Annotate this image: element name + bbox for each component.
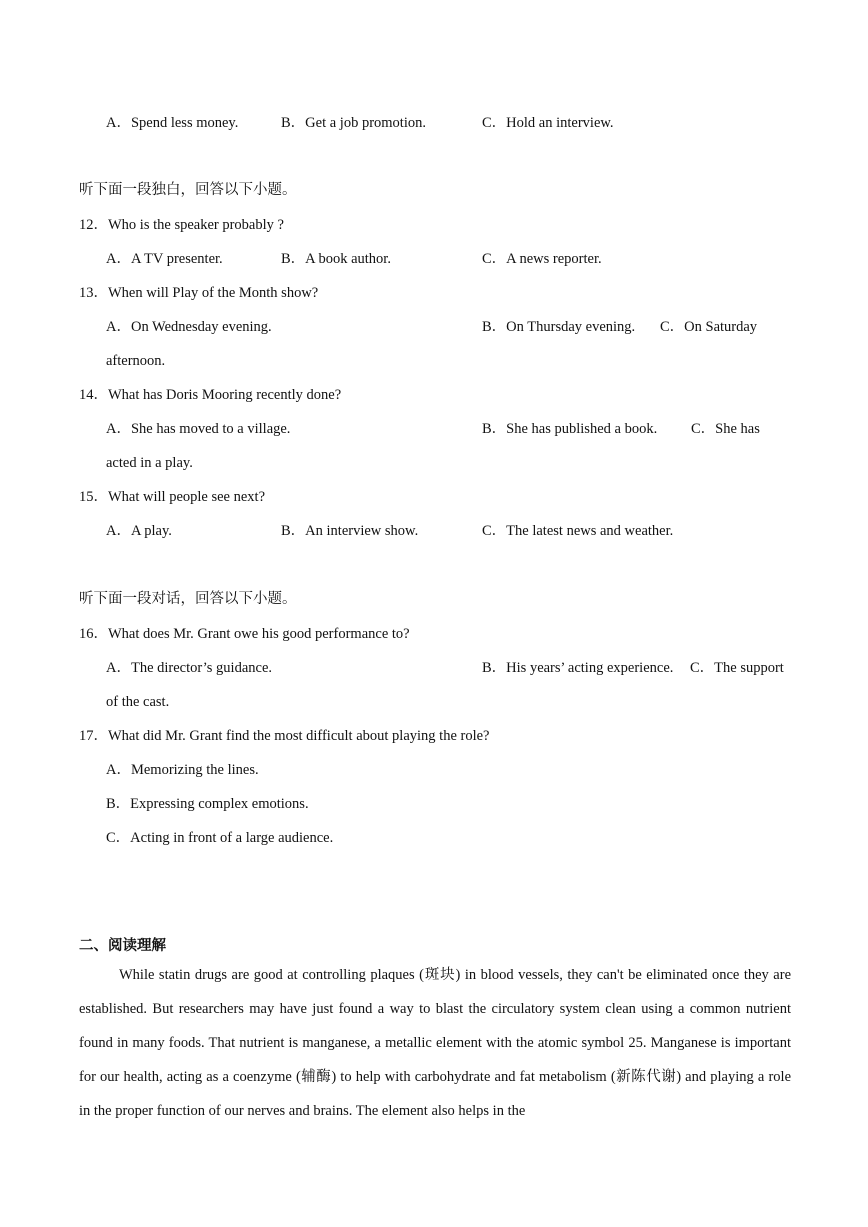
option-c: C．A news reporter. [482,251,602,267]
option-c: C．Hold an interview. [482,115,614,131]
option-c-continued: of the cast. [106,694,170,710]
option-a: A．A play. [106,523,172,539]
reading-passage [79,958,791,1128]
question-16: 16．What does Mr. Grant owe his good performance to? [79,626,410,642]
question-17: 17．What did Mr. Grant find the most difficult about playing the role? [79,728,490,744]
question-15: 15．What will people see next? [79,489,266,505]
option-b: B．She has published a book. [482,421,658,437]
option-c-continued: afternoon. [106,353,166,369]
option-a: A．She has moved to a village. [106,421,291,437]
option-a: A．The director’s guidance. [106,660,273,676]
question-14: 14．What has Doris Mooring recently done? [79,387,342,403]
reading-passage-text: While statin drugs are good at controlling plaques (斑块) in blood vessels, they can't be eliminated once they are established. But researchers may have just found a way to blast the circulatory system clean using a common nutrient found in many foods. That nutrient is manganese, a metallic element with the atomic symbol 25. Manganese is important for our health, acting as a coenzyme (辅酶) to help with carbohydrate and fat metabolism (新陈代谢) and playing a role in the proper function of our nerves and brains. The element also helps in the [79,967,791,1119]
option-b: B．Expressing complex emotions. [106,796,309,812]
option-b: B．His years’ acting experience. [482,660,674,676]
option-c: C．On Saturday [660,319,758,335]
section-instruction-dialogue: 听下面一段对话，回答以下小题。 [79,591,297,607]
option-b: B．A book author. [281,251,391,267]
question-13: 13．When will Play of the Month show? [79,285,319,301]
question-12: 12．Who is the speaker probably ? [79,217,284,233]
section-heading-reading: 二、阅读理解 [79,938,166,954]
option-c: C．Acting in front of a large audience. [106,830,334,846]
option-b: B．Get a job promotion. [281,115,426,131]
option-c: C．She has [691,421,760,437]
option-a: A．On Wednesday evening. [106,319,272,335]
option-c: C．The support [690,660,784,676]
option-a: A．Spend less money. [106,115,239,131]
option-b: B．An interview show. [281,523,419,539]
option-c: C．The latest news and weather. [482,523,674,539]
option-a: A．A TV presenter. [106,251,223,267]
option-b: B．On Thursday evening. [482,319,636,335]
option-c-continued: acted in a play. [106,455,193,471]
option-a: A．Memorizing the lines. [106,762,259,778]
section-instruction-monologue: 听下面一段独白，回答以下小题。 [79,182,297,198]
